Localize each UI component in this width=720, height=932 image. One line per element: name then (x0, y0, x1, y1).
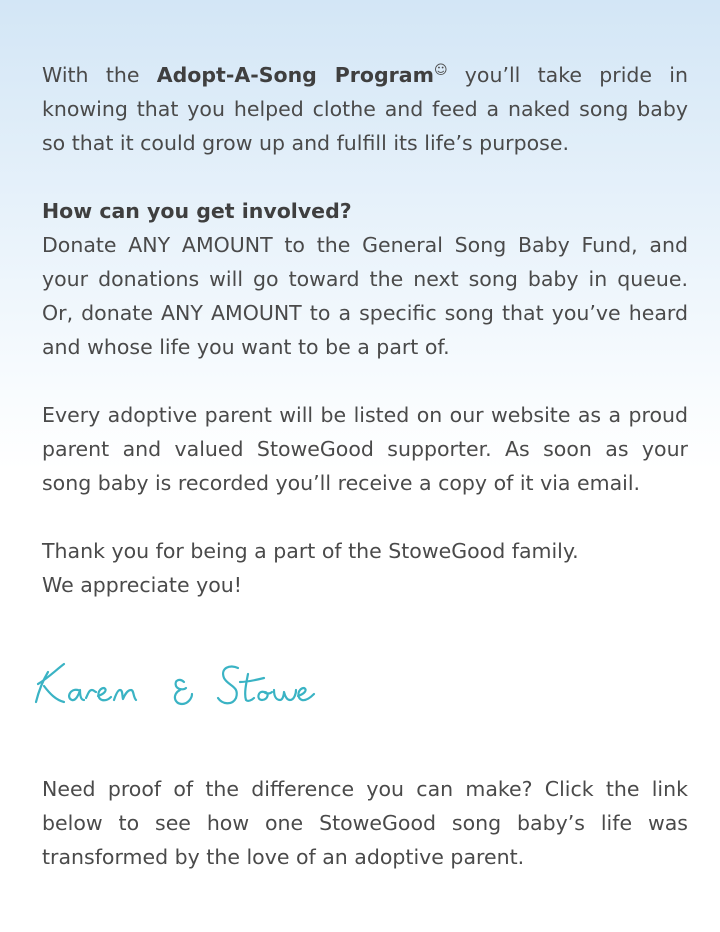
intro-rest: you’ll take pride in knowing that you helped clothe and feed a naked song baby so that it could grow up and fulfill its life’s purpose. (42, 63, 688, 155)
spacer (42, 500, 688, 534)
thanks-line-2: We appreciate you! (42, 573, 242, 597)
spacer (42, 160, 688, 194)
proof-paragraph: Need proof of the difference you can make? Click the link below to see how one StoweGood song baby’s life was transformed by the love of an adoptive parent. (42, 777, 688, 869)
intro-paragraph (42, 58, 688, 160)
signature-handwriting (34, 652, 324, 718)
proof-section (42, 772, 688, 874)
program-name: Adopt-A-Song Program (156, 63, 434, 87)
smiley-icon: ☺ (433, 63, 448, 79)
intro-prefix: With the (42, 63, 157, 87)
letter-body (42, 58, 688, 602)
involved-paragraph: Donate ANY AMOUNT to the General Song Baby Fund, and your donations will go toward the next song baby in queue. Or, donate ANY AMOUNT to a specific song that you’ve heard and whose life you want to be a part of. (42, 233, 688, 359)
signature (34, 652, 324, 718)
spacer (42, 364, 688, 398)
involved-heading: How can you get involved? (42, 199, 352, 223)
parents-paragraph: Every adoptive parent will be listed on our website as a proud parent and valued StoweGood supporter. As soon as your song baby is recorded you’ll receive a copy of it via email. (42, 403, 688, 495)
thanks-line-1: Thank you for being a part of the StoweGood family. (42, 539, 579, 563)
